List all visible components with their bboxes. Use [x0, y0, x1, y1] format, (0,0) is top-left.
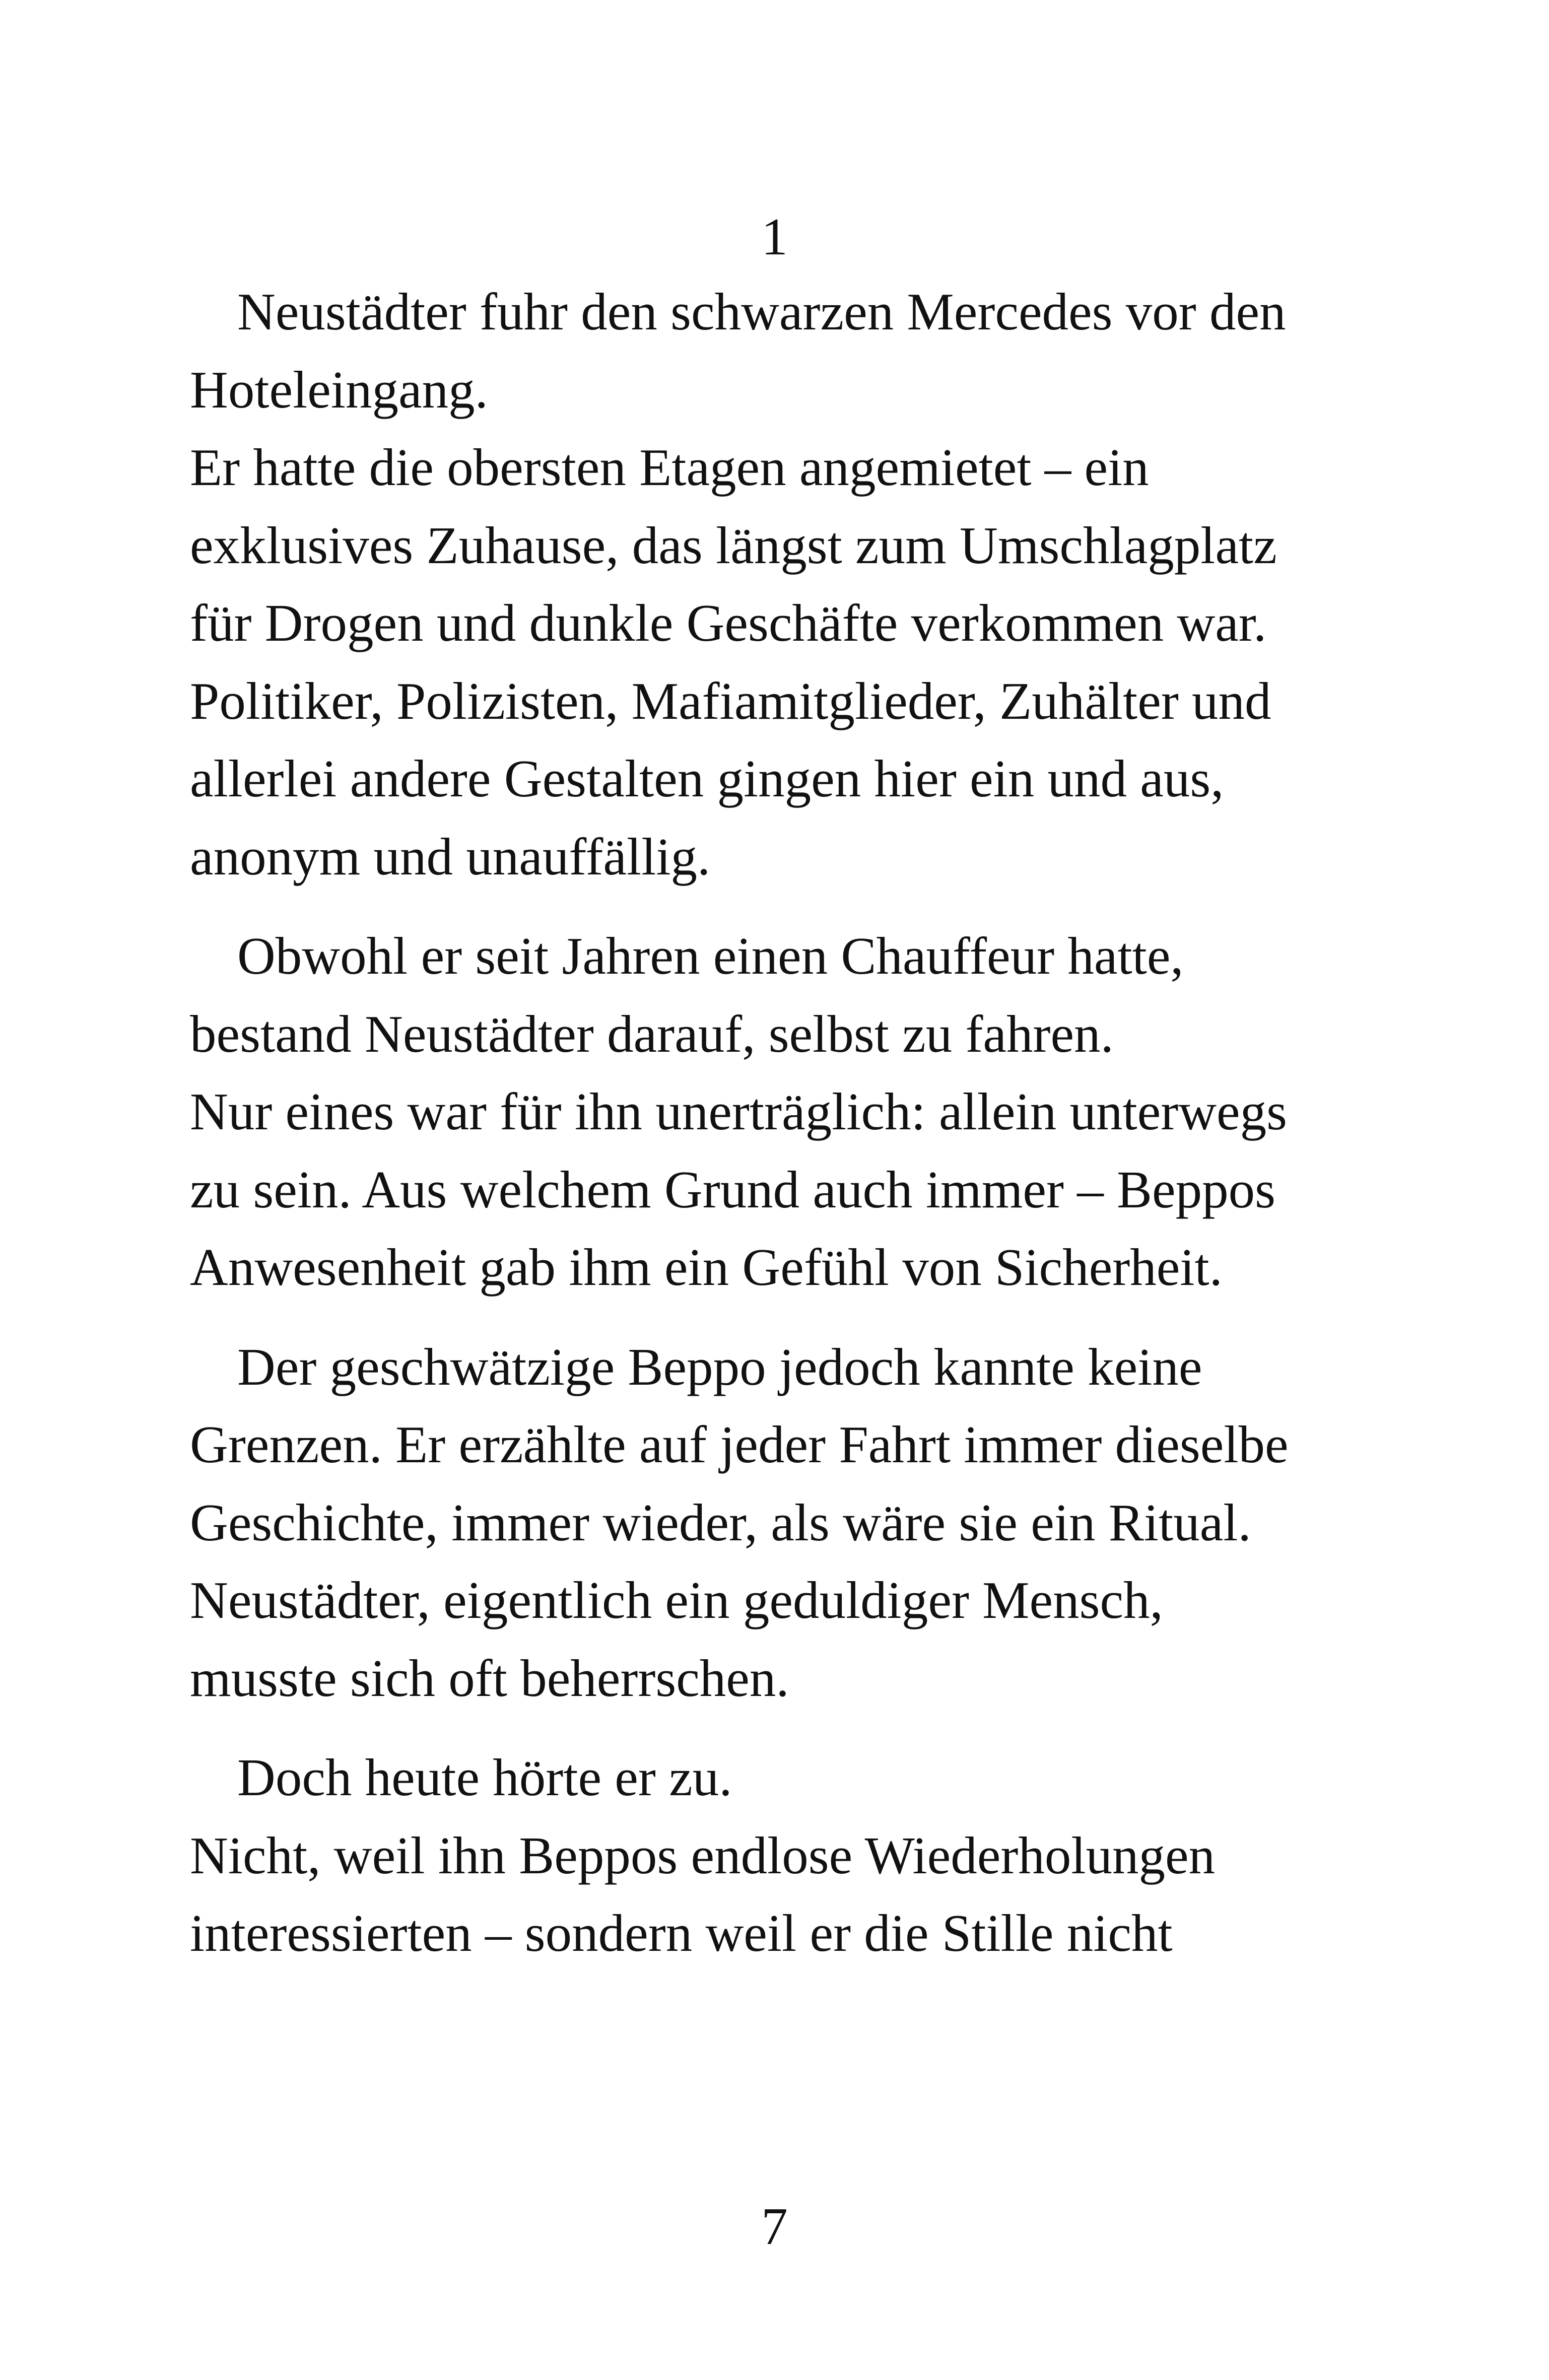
text-line: Nur eines war für ihn unerträglich: allein unterwegs — [190, 1082, 1287, 1141]
text-line: Politiker, Polizisten, Mafiamitglieder, Zuhälter und — [190, 671, 1271, 730]
paragraph-4 — [190, 1739, 1369, 1973]
body-text — [190, 273, 1369, 1973]
paragraph-3 — [190, 1328, 1369, 1718]
text-line: exklusives Zuhause, das längst zum Umschlagplatz — [190, 515, 1277, 575]
text-line: Neustädter, eigentlich ein geduldiger Mensch, — [190, 1571, 1163, 1629]
text-line: allerlei andere Gestalten gingen hier ein und aus, — [190, 749, 1224, 808]
text-line: Obwohl er seit Jahren einen Chauffeur hatte, — [237, 926, 1184, 985]
page-number: 7 — [761, 2197, 788, 2256]
text-line: musste sich oft beherrschen. — [190, 1648, 789, 1708]
paragraph-2 — [190, 917, 1369, 1307]
text-line: Geschichte, immer wieder, als wäre sie ein Ritual. — [190, 1492, 1251, 1552]
text-line: für Drogen und dunkle Geschäfte verkommen war. — [190, 593, 1267, 652]
text-line: bestand Neustädter darauf, selbst zu fahren. — [190, 1004, 1114, 1063]
text-line: Anwesenheit gab ihm ein Gefühl von Sicherheit. — [190, 1238, 1223, 1297]
text-line: Doch heute hörte er zu. — [237, 1748, 732, 1807]
text-line: Grenzen. Er erzählte auf jeder Fahrt immer dieselbe — [190, 1415, 1289, 1474]
text-line: anonym und unauffällig. — [190, 827, 711, 886]
text-line: Neustädter fuhr den schwarzen Mercedes vor den — [237, 282, 1286, 341]
text-line: Nicht, weil ihn Beppos endlose Wiederholungen — [190, 1825, 1216, 1885]
text-line: Der geschwätzige Beppo jedoch kannte keine — [237, 1337, 1202, 1396]
text-line: interessierten – sondern weil er die Stille nicht — [190, 1903, 1173, 1962]
chapter-number: 1 — [761, 207, 788, 266]
text-line: Hoteleingang. — [190, 360, 488, 419]
text-line: Er hatte die obersten Etagen angemietet – ein — [190, 438, 1149, 497]
text-line: zu sein. Aus welchem Grund auch immer – Beppos — [190, 1160, 1275, 1219]
paragraph-1 — [190, 273, 1369, 896]
